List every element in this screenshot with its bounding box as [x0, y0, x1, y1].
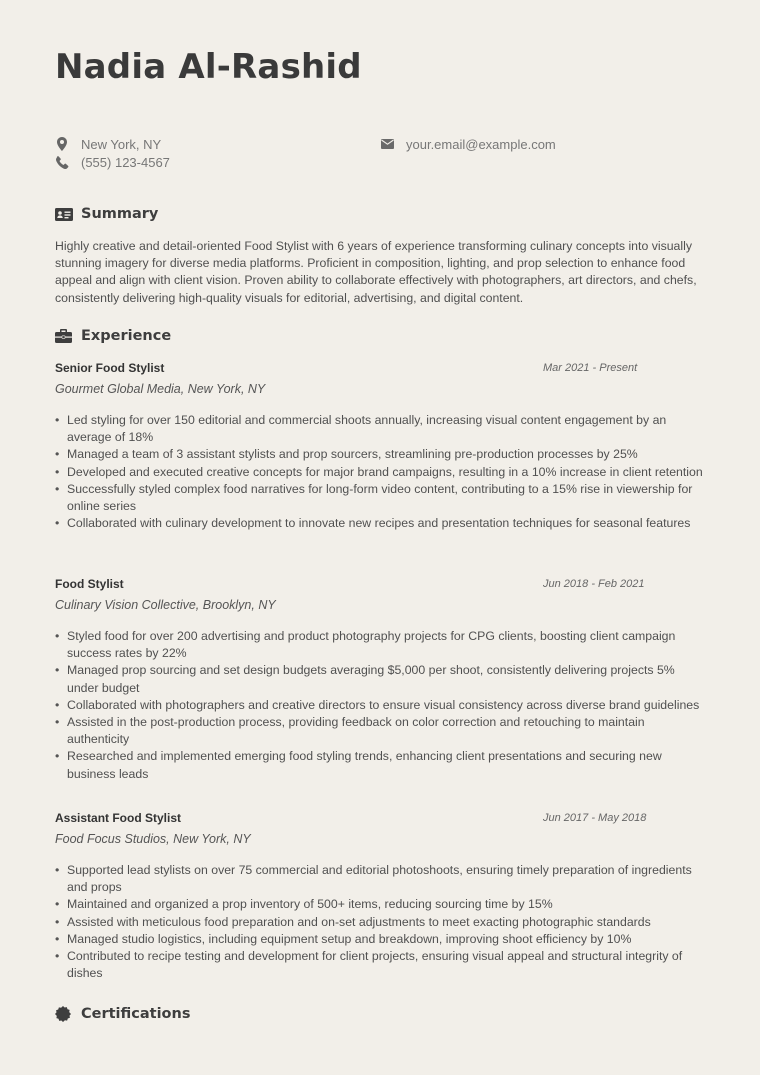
job-bullets — [55, 412, 707, 532]
list-item: • Managed a team of 3 assistant stylists and prop sourcers, streamlining pre-production processes by 25% — [55, 446, 707, 463]
experience-heading-text: Experience — [81, 328, 172, 344]
list-item: • Developed and executed creative concepts for major brand campaigns, resulting in a 10% increase in client retention — [55, 464, 707, 481]
list-item: • Collaborated with culinary development to innovate new recipes and presentation techniques for seasonal features — [55, 515, 707, 532]
job-company: Gourmet Global Media, New York, NY — [55, 382, 266, 396]
list-item: • Managed prop sourcing and set design budgets averaging $5,000 per shoot, consistently delivering projects 5% under budget — [55, 662, 707, 696]
contact-phone — [55, 154, 170, 170]
map-pin-icon — [55, 137, 69, 151]
job-dates: Mar 2021 - Present — [543, 362, 638, 374]
list-item: • Supported lead stylists on over 75 commercial and editorial photoshoots, ensuring timely preparation of ingredients and props — [55, 862, 707, 896]
certifications-heading-text: Certifications — [81, 1006, 191, 1022]
candidate-name: Nadia Al-Rashid — [55, 47, 362, 87]
list-item: • Assisted in the post-production process, providing feedback on color correction and retouching to maintain authenticity — [55, 714, 707, 748]
summary-heading — [55, 206, 158, 222]
list-item: • Contributed to recipe testing and development for client projects, ensuring visual appeal and structural integrity of dishes — [55, 948, 707, 982]
location-text: New York, NY — [81, 136, 162, 152]
job-dates: Jun 2017 - May 2018 — [543, 812, 647, 824]
certifications-heading — [55, 1006, 190, 1022]
list-item: • Collaborated with photographers and creative directors to ensure visual consistency across diverse brand guidelines — [55, 697, 707, 714]
list-item: • Managed studio logistics, including equipment setup and breakdown, improving shoot efficiency by 10% — [55, 931, 707, 948]
id-card-icon — [55, 206, 73, 222]
summary-heading-text: Summary — [81, 206, 159, 222]
list-item: • Styled food for over 200 advertising and product photography projects for CPG clients, boosting client campaign success rates by 22% — [55, 628, 707, 662]
job-title: Assistant Food Stylist — [55, 811, 182, 825]
list-item: • Led styling for over 150 editorial and commercial shoots annually, increasing visual content engagement by an average of 18% — [55, 412, 707, 446]
experience-heading — [55, 328, 171, 344]
contact-email — [380, 136, 556, 152]
email-link[interactable]: your.email@example.com — [406, 136, 556, 152]
list-item: • Maintained and organized a prop inventory of 500+ items, reducing sourcing time by 15% — [55, 896, 707, 913]
contact-location — [55, 136, 161, 152]
job-bullets — [55, 628, 707, 783]
envelope-icon — [380, 137, 394, 151]
briefcase-icon — [55, 328, 73, 344]
summary-text: Highly creative and detail-oriented Food Stylist with 6 years of experience transforming culinary concepts into visually stunning imagery for diverse media platforms. Proficient in composition, lighting, and prop selection to enhance food appeal and align with client vision. Proven ability to collaborate effectively with photographers, art directors, and chefs, consistently delivering high-quality visuals for editorial, advertising, and digital content. — [55, 239, 697, 305]
list-item: • Researched and implemented emerging food styling trends, enhancing client presentations and securing new business leads — [55, 748, 707, 782]
list-item: • Successfully styled complex food narratives for long-form video content, contributing to a 15% rise in viewership for online series — [55, 481, 707, 515]
badge-icon — [55, 1006, 73, 1022]
list-item: • Assisted with meticulous food preparation and on-set adjustments to meet exacting photographic standards — [55, 914, 707, 931]
job-dates: Jun 2018 - Feb 2021 — [543, 578, 645, 590]
job-bullets — [55, 862, 707, 982]
job-title: Senior Food Stylist — [55, 361, 165, 375]
job-company: Culinary Vision Collective, Brooklyn, NY — [55, 598, 276, 612]
phone-text: (555) 123-4567 — [81, 154, 170, 170]
job-title: Food Stylist — [55, 577, 124, 591]
phone-icon — [55, 155, 69, 169]
job-company: Food Focus Studios, New York, NY — [55, 832, 251, 846]
